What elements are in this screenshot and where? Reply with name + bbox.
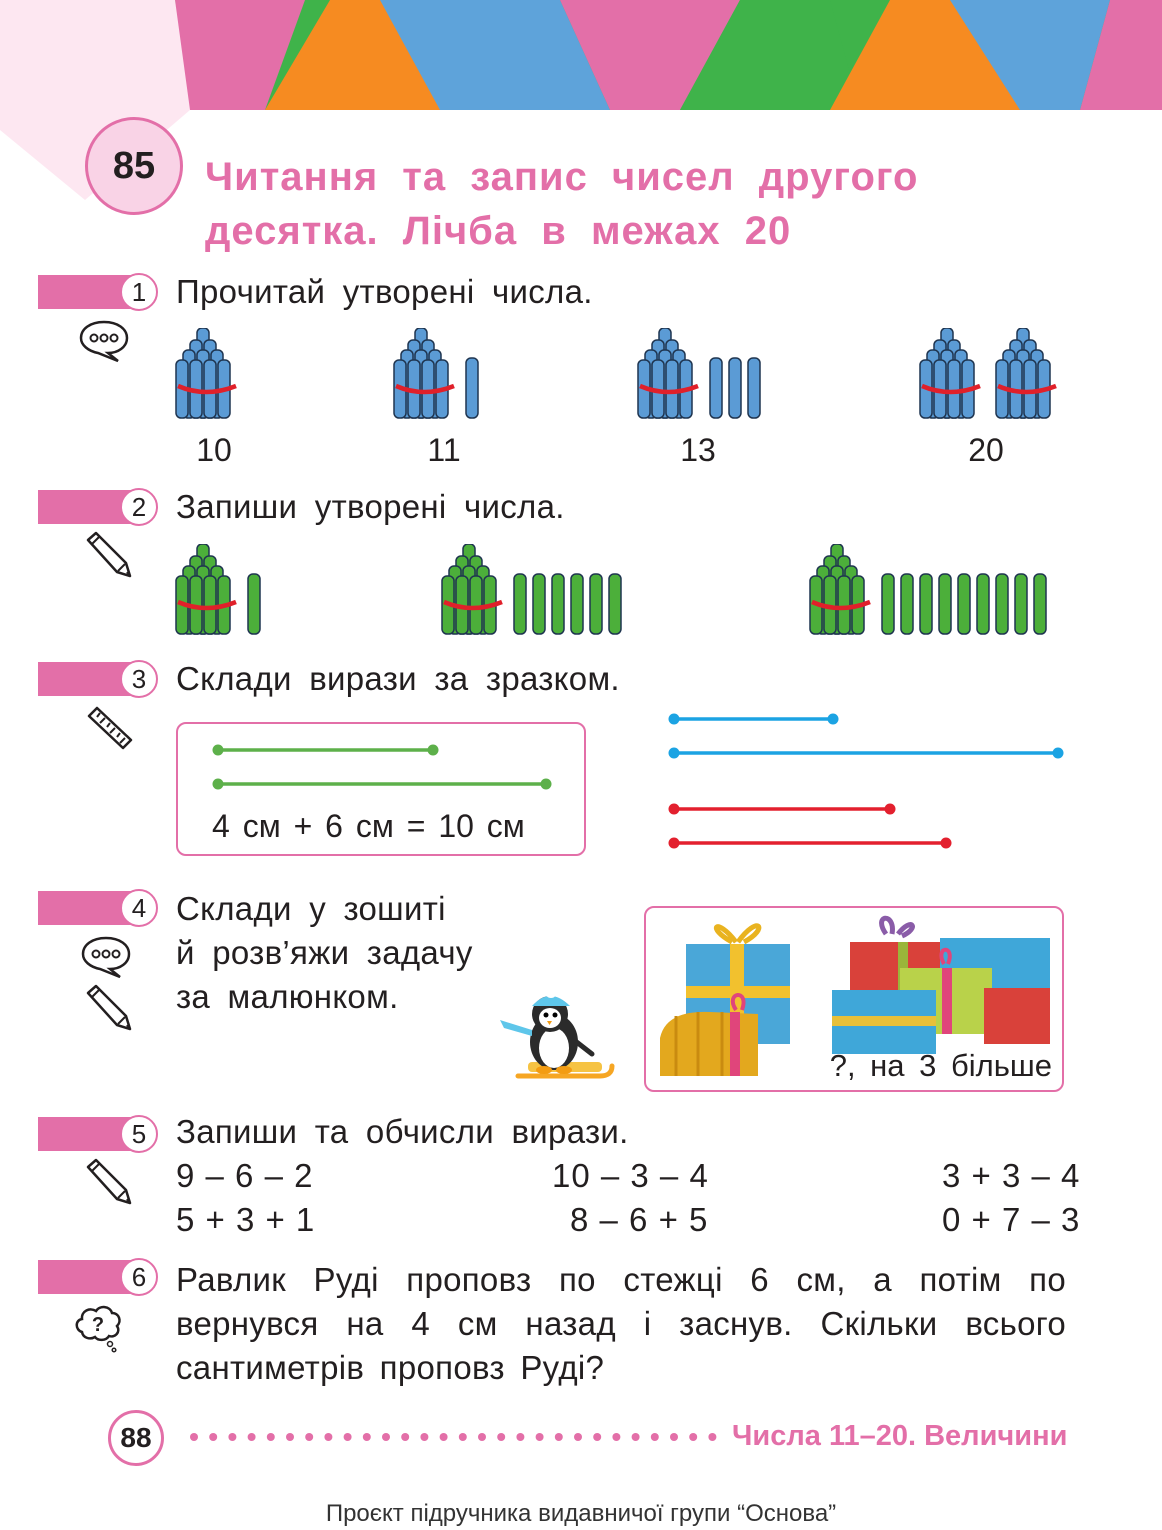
expression: 9 – 6 – 2 [176,1157,314,1194]
single-stick [514,574,526,634]
footer-dot [651,1433,659,1441]
lesson-number: 85 [85,117,183,215]
single-stick [901,574,913,634]
lesson-title [205,150,918,258]
footer-dot [401,1433,409,1441]
pencil-icon [84,530,134,580]
footer-dot [420,1433,428,1441]
task-3-number: 3 [120,660,158,698]
footer-dot [708,1433,716,1441]
footer-dot [555,1433,563,1441]
pencil-icon [84,983,134,1033]
footer-dot [190,1433,198,1441]
task-2-number: 2 [120,488,158,526]
task-4-text-line: за малюнком. [176,978,399,1015]
page-number: 88 [108,1410,164,1466]
penguin-on-sled-illustration [488,984,624,1090]
single-stick [996,574,1008,634]
task-4-text-line: й розв’яжи задачу [176,934,473,971]
speech-bubble-icon [78,318,130,364]
task-1-number-label: 20 [968,432,1004,468]
expression: 8 – 6 + 5 [570,1201,709,1238]
task-3-text: Склади вирази за зразком. [176,660,620,697]
ruler-icon [86,704,134,750]
footer-dot [209,1433,217,1441]
expression: 3 + 3 – 4 [942,1157,1081,1194]
lesson-title-line2: десятка. Лічба в межах 20 [205,209,792,253]
stick-bundle [442,544,502,634]
footer-dot [536,1433,544,1441]
task-1-number-label: 13 [680,432,716,468]
stick-bundle [638,328,698,418]
task-3-sample-box [176,722,586,856]
task-1-text: Прочитай утворені числа. [176,273,593,310]
single-stick [590,574,602,634]
speech-bubble-icon [80,934,132,980]
single-stick [1034,574,1046,634]
section-title: Числа 11–20. Величини [732,1420,1068,1452]
task-1-stick-groups [160,328,1070,424]
stick-bundle [920,328,980,418]
footer-dot-divider [188,1422,718,1452]
single-stick [958,574,970,634]
footer-dot [593,1433,601,1441]
single-stick [920,574,932,634]
footer-dot [689,1433,697,1441]
expression: 5 + 3 + 1 [176,1201,316,1238]
question-thought-icon [72,1302,124,1354]
single-stick [533,574,545,634]
footer-dot [478,1433,486,1441]
single-stick [748,358,760,418]
expression: 10 – 3 – 4 [552,1157,709,1194]
task-6-number: 6 [120,1258,158,1296]
footer-dot [305,1433,313,1441]
footer-dot [574,1433,582,1441]
task-5-text: Запиши та обчисли вирази. [176,1113,629,1150]
task-3-segments [660,706,1070,856]
task-4-text-line: Склади у зошиті [176,890,446,927]
single-stick [939,574,951,634]
single-stick [609,574,621,634]
task-4-number: 4 [120,889,158,927]
task-1-number-label: 10 [196,432,232,468]
single-stick [710,358,722,418]
footer-dot [228,1433,236,1441]
footer-dot [248,1433,256,1441]
task-2-text: Запиши утворені числа. [176,488,565,525]
task-1-number-label: 11 [427,432,461,468]
publisher-credit: Проєкт підручника видавничої групи “Основа” [325,1500,837,1527]
task-4-picture-box [644,906,1064,1092]
footer-dot [382,1433,390,1441]
footer-dot [632,1433,640,1441]
stick-bundle [394,328,454,418]
footer-dot [363,1433,371,1441]
single-stick [977,574,989,634]
footer-dot [344,1433,352,1441]
task-2-stick-groups [160,544,1070,640]
sample-segments [178,724,584,804]
expression: 0 + 7 – 3 [942,1201,1081,1238]
single-stick [552,574,564,634]
single-stick [248,574,260,634]
footer-dot [324,1433,332,1441]
task-5-number: 5 [120,1115,158,1153]
footer-dot [612,1433,620,1441]
sample-expression: 4 см + 6 см = 10 см [212,808,525,844]
stick-bundle [176,328,236,418]
lesson-title-line1: Читання та запис чисел другого [205,155,919,199]
single-stick [729,358,741,418]
task-4-caption: ?, на 3 більше [829,1048,1052,1083]
footer-dot [670,1433,678,1441]
footer-dot [459,1433,467,1441]
footer-dot [497,1433,505,1441]
footer-dot [516,1433,524,1441]
single-stick [466,358,478,418]
footer-dot [286,1433,294,1441]
single-stick [1015,574,1027,634]
task-6-text: Равлик Руді проповз по стежці 6 см, а потім по вернувся на 4 см назад і заснув. Скільки всього сантиметрів проповз Руді? [176,1261,1066,1386]
pencil-icon [84,1157,134,1207]
svg-text:?: ? [91,1314,105,1336]
footer-dot [267,1433,275,1441]
single-stick [571,574,583,634]
stick-bundle [176,544,236,634]
stick-bundle [996,328,1056,418]
footer-dot [440,1433,448,1441]
stick-bundle [810,544,870,634]
task-1-number: 1 [120,273,158,311]
single-stick [882,574,894,634]
task-4-text [176,887,473,1019]
